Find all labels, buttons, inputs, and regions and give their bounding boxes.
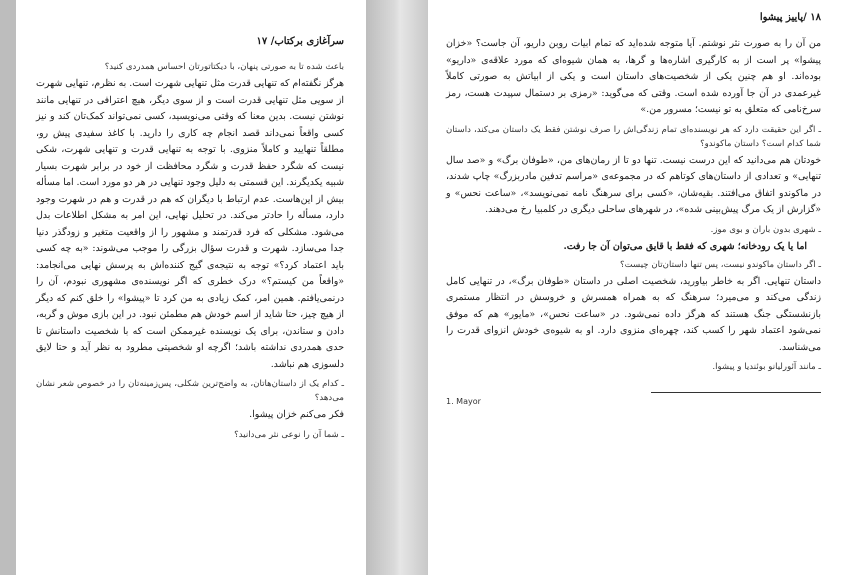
- book-spine: [366, 0, 428, 575]
- right-page-running-header: ۱۸ /پاییز پیشوا: [759, 12, 821, 23]
- interview-question: ـ شهری بدون باران و بوی موز.: [710, 224, 821, 235]
- right-book-page: [428, 0, 849, 575]
- left-page-running-header: سرآغازی برکتاب/ ۱۷: [256, 36, 344, 47]
- interview-question: ـ اگر این حقیقت دارد که هر نویسنده‌ای تمام زندگی‌اش را صرف نوشتن فقط یک داستان می‌کند، داستان شما کدام است؟ داستان ماکوندو؟: [446, 124, 821, 149]
- interview-answer: خودتان هم می‌دانید که این درست نیست. تنها دو تا از رمان‌های من، «طوفان برگ» و «صد سال تنهایی» و تعدادی از داستان‌های کوتاهم که در مجموعه‌ی «مراسم تدفین مادربزرگ» چاپ شدند، در ماکوندو اتفاق می‌افتند. بقیه‌شان، «کسی برای سرهنگ نامه نمی‌نویسد»، «ساعت نحس» و «گزارش از یک مرگ پیش‌بینی شده»، در شهرهای ساحلی دیگری در کلمبیا رخ می‌دهند.: [446, 154, 821, 215]
- left-page-edge: [0, 0, 16, 575]
- footnote-divider: [651, 392, 821, 393]
- interview-question: ـ کدام یک از داستان‌هاتان، به واضح‌ترین شکلی، پس‌زمینه‌تان را در خصوص شعر نشان می‌دهد؟: [36, 379, 344, 403]
- interview-question: ـ شما آن را نوعی نثر می‌دانید؟: [234, 429, 344, 440]
- interview-question: ـ اگر داستان ماکوندو نیست، پس تنها داستان‌تان چیست؟: [620, 259, 821, 270]
- footnote: 1. Mayor: [446, 397, 481, 406]
- right-page-body: [446, 36, 821, 374]
- left-page-body: [36, 60, 344, 442]
- left-book-page: [16, 0, 366, 575]
- interview-answer: هرگز نگفته‌ام که تنهایی قدرت مثل تنهایی شهرت است. به نظرم، تنهایی شهرت از سویی مثل تنهایی قدرت است و از سوی دیگر، هیچ اعترافی در تنهایی مانند نوشتن نیست. بدین معنا که وقتی می‌نویسید، کسی نمی‌تواند کمک‌تان کند و نیز کسی واقعاً نمی‌داند قصد انجام چه کاری را دارید. با کاغذ سفیدی پیش رو، مطلقاً تنهایید و کاملاً منزوی. با توجه به تنهایی قدرت و تنهایی شهرت، شکی نیست که شگرد حفظ قدرت و شگرد محافظت از خود در برابر شهرت بسیار شبیه یکدیگرند. این قسمتی به دلیل وجود تنهایی در هر دو مورد است. اما مسأله بیش از این‌هاست. عدم ارتباط با دیگران که هم در قدرت و هم در شهرت وجود دارد، مسأله را حادتر می‌کند. در تحلیل نهایی، این امر به مشکل اطلاعات بدل می‌شود. مشکلی که فرد قدرتمند و مشهور را از واقعیت متغیر و زودگذر دنیا جدا می‌سازد. شهرت و قدرت سؤال بزرگی را موجب می‌شوند: «به چه کسی باید اعتماد کرد؟» توجه به نتیجه‌ی گیج کننده‌اش به پرسش نهایی می‌انجامد: «واقعاً من کیستم؟» درک خطری که اگر نویسنده‌ی مشهوری نبودم، آن را درنمی‌یافتم. همین امر، کمک زیادی به من کرد تا «پیشوا» را خلق کنم که دیگر از هیچ چیز، حتا شاید از اسم خودش هم مطمئن نبود. در این بازی موش و گربه، دادن و ستاندن، برای یک نویسنده غیرممکن است که با شخصیت داستانش تا حدی همدردی نداشته باشد؛ اگرچه او شخصیتی مطرود به نظر آید و حتا لایق دلسوزی هم نباشد.: [35, 78, 344, 370]
- interview-answer: اما یا یک رودخانه؛ شهری که فقط با قایق می‌توان آن جا رفت.: [563, 240, 807, 252]
- interview-question: ـ مانند آئورلیانو بوئندیا و پیشوا.: [712, 362, 821, 372]
- interview-answer: داستان تنهایی. اگر به خاطر بیاورید، شخصیت اصلی در داستان «طوفان برگ»، در تنهایی کامل زندگی می‌کند و می‌میرد؛ سرهنگ که به همراه همسرش و خروسش در انتظار مستمری بازنشستگی جنگ هستند که هرگز داده نمی‌شود. در «ساعت نحس»، «مایور» هم که موفق نمی‌شود اعتماد شهر را کسب کند، چهره‌ای منزوی دارد. او به شیوه‌ی خودش انزوای قدرت را می‌شناسد.: [446, 275, 821, 353]
- interview-answer: من آن را به صورت نثر نوشتم. آیا متوجه شده‌اید که تمام ابیات روبن داریو، آن جاست؟ «خزان پیشوا» پر است از به کارگیری اشاره‌ها و گرها، به همان شیوه‌ای که مورد علاقه‌ی «داریو» بوده‌اند. او هم چنین یکی از شخصیت‌های داستان است و یکی از ابیاتش به صورتی کاملاً غیرعمدی در آن جا آورده شده است. وقتی که می‌گوید: «رمزی بر دستمال سپیدت هست، رمز سرخ‌نامی که متعلق به تو نیست؛ مسرور من.»: [446, 38, 821, 115]
- interview-question: باعث شده تا به صورتی پنهان، با دیکتاتورتان احساس همدردی کنید؟: [104, 62, 344, 72]
- interview-answer: فکر می‌کنم خزان پیشوا.: [249, 409, 344, 420]
